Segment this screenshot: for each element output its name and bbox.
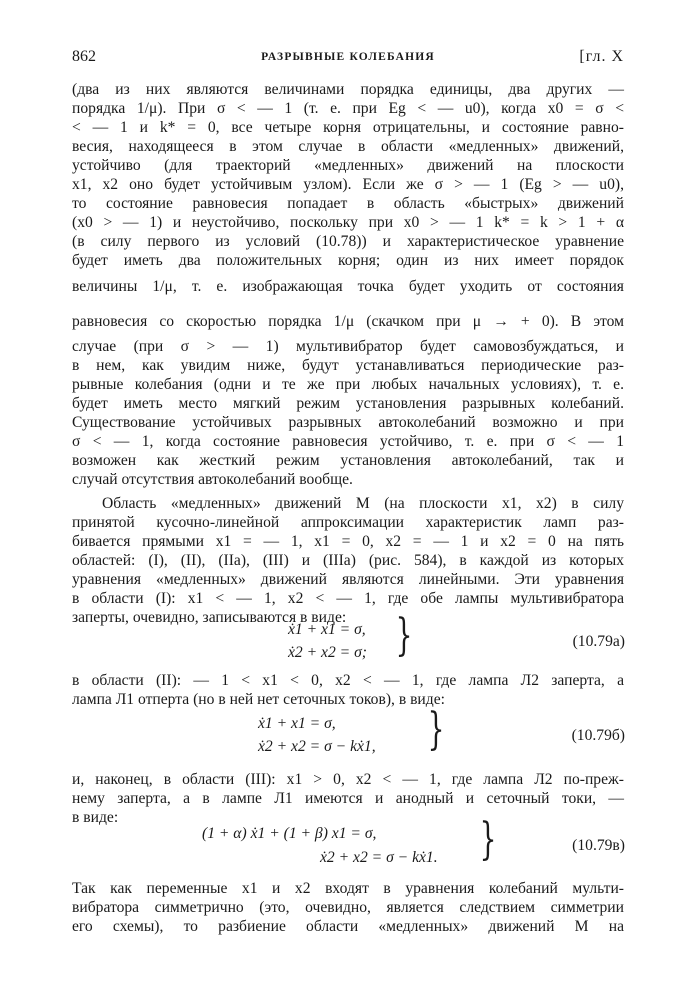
- equation-line: ẋ2 + x2 = σ − kẋ1.: [320, 849, 438, 866]
- equation-line: ẋ2 + x2 = σ;: [288, 644, 367, 661]
- text-line: в нем, как увидим ниже, будут устанавливаться периодические раз-: [72, 357, 624, 374]
- text-line: рывные колебания (одни и те же при любых начальных условиях), т. е.: [72, 376, 624, 393]
- equation-line: ẋ2 + x2 = σ − kẋ1,: [258, 738, 376, 755]
- text-line: равновесия со скоростью порядка 1/μ (скачком при μ → + 0). В этом: [72, 313, 624, 330]
- text-line: (x0 > — 1) и неустойчиво, поскольку при x0 > — 1 k* = k > 1 + α: [72, 214, 624, 231]
- text-line: порядка 1/μ). При σ < — 1 (т. е. при Eg < — u0), когда x0 = σ <: [72, 100, 624, 117]
- page-number: 862: [72, 48, 96, 65]
- text-line: принятой кусочно-линейной аппроксимации характеристик ламп раз-: [72, 514, 624, 531]
- text-line: нему заперта, а в лампе Л1 имеются и анодный и сеточный токи, —: [72, 790, 624, 807]
- text-line: то состояние равновесия попадает в область «быстрых» движений: [72, 195, 624, 212]
- right-brace-icon: }: [395, 610, 413, 661]
- text-line: бивается прямыми x1 = — 1, x1 = 0, x2 = — 1 и x2 = 0 на пять: [72, 533, 624, 550]
- equation-line: ẋ1 + x1 = σ,: [288, 621, 366, 638]
- equation-number: (10.79а): [572, 633, 625, 650]
- text-line: устойчиво (для траекторий «медленных» движений на плоскости: [72, 157, 624, 174]
- text-line: < — 1 и k* = 0, все четыре корня отрицательны, и состояние равно-: [72, 119, 624, 136]
- text-line: его схемы), то разбиение области «медленных» движений M на: [72, 918, 624, 935]
- text-line: уравнения «медленных» движений являются линейными. Эти уравнения: [72, 571, 624, 588]
- text-line: и, наконец, в области (III): x1 > 0, x2 < — 1, где лампа Л2 по-преж-: [72, 771, 624, 788]
- right-brace-icon: }: [427, 704, 445, 755]
- text-line: x1, x2 оно будет устойчивым узлом). Если же σ > — 1 (Eg > — u0),: [72, 176, 624, 193]
- equation-number: (10.79б): [571, 727, 625, 744]
- text-line: весия, находящееся в этом случае в области «медленных» движений,: [72, 138, 624, 155]
- text-line: случае (при σ > — 1) мультивибратор будет самовозбуждаться, и: [72, 338, 624, 355]
- text-line: Так как переменные x1 и x2 входят в уравнения колебаний мульти-: [72, 880, 624, 897]
- text-line: лампа Л1 отперта (но в ней нет сеточных токов), в виде:: [72, 691, 445, 708]
- text-line: возможен как жесткий режим установления автоколебаний, так и: [72, 452, 624, 469]
- running-header: [72, 48, 624, 72]
- equation-number: (10.79в): [572, 837, 625, 854]
- text-line: случай отсутствия автоколебаний вообще.: [72, 471, 353, 488]
- right-brace-icon: }: [479, 814, 497, 865]
- text-line: (два из них являются величинами порядка единицы, два других —: [72, 81, 624, 98]
- text-line: (в силу первого из условий (10.78)) и характеристическое уравнение: [72, 233, 624, 250]
- text-line: Область «медленных» движений M (на плоскости x1, x2) в силу: [102, 495, 624, 512]
- text-line: будет иметь два положительных корня; один из них имеет порядок: [72, 252, 624, 269]
- text-line: вибратора симметрично (это, очевидно, является следствием симметрии: [72, 899, 624, 916]
- text-line: в области (I): x1 < — 1, x2 < — 1, где обе лампы мультивибратора: [72, 590, 624, 607]
- text-line: σ < — 1, когда состояние равновесия устойчиво, т. е. при σ < — 1: [72, 433, 624, 450]
- chapter-label: [гл. X: [579, 48, 624, 65]
- text-line: величины 1/μ, т. е. изображающая точка будет уходить от состояния: [72, 278, 624, 295]
- text-line: будет иметь место мягкий режим установления разрывных колебаний.: [72, 395, 624, 412]
- text-line: в области (II): — 1 < x1 < 0, x2 < — 1, где лампа Л2 заперта, а: [72, 672, 624, 689]
- equation-line: (1 + α) ẋ1 + (1 + β) x1 = σ,: [202, 825, 377, 842]
- text-line: в виде:: [72, 809, 119, 826]
- text-line: заперты, очевидно, записываются в виде:: [72, 609, 347, 626]
- text-line: областей: (I), (II), (IIa), (III) и (IIIa) (рис. 584), в каждой из которых: [72, 552, 624, 569]
- equation-line: ẋ1 + x1 = σ,: [258, 715, 336, 732]
- text-line: Существование устойчивых разрывных автоколебаний возможно и при: [72, 414, 624, 431]
- running-title: РАЗРЫВНЫЕ КОЛЕБАНИЯ: [261, 51, 435, 63]
